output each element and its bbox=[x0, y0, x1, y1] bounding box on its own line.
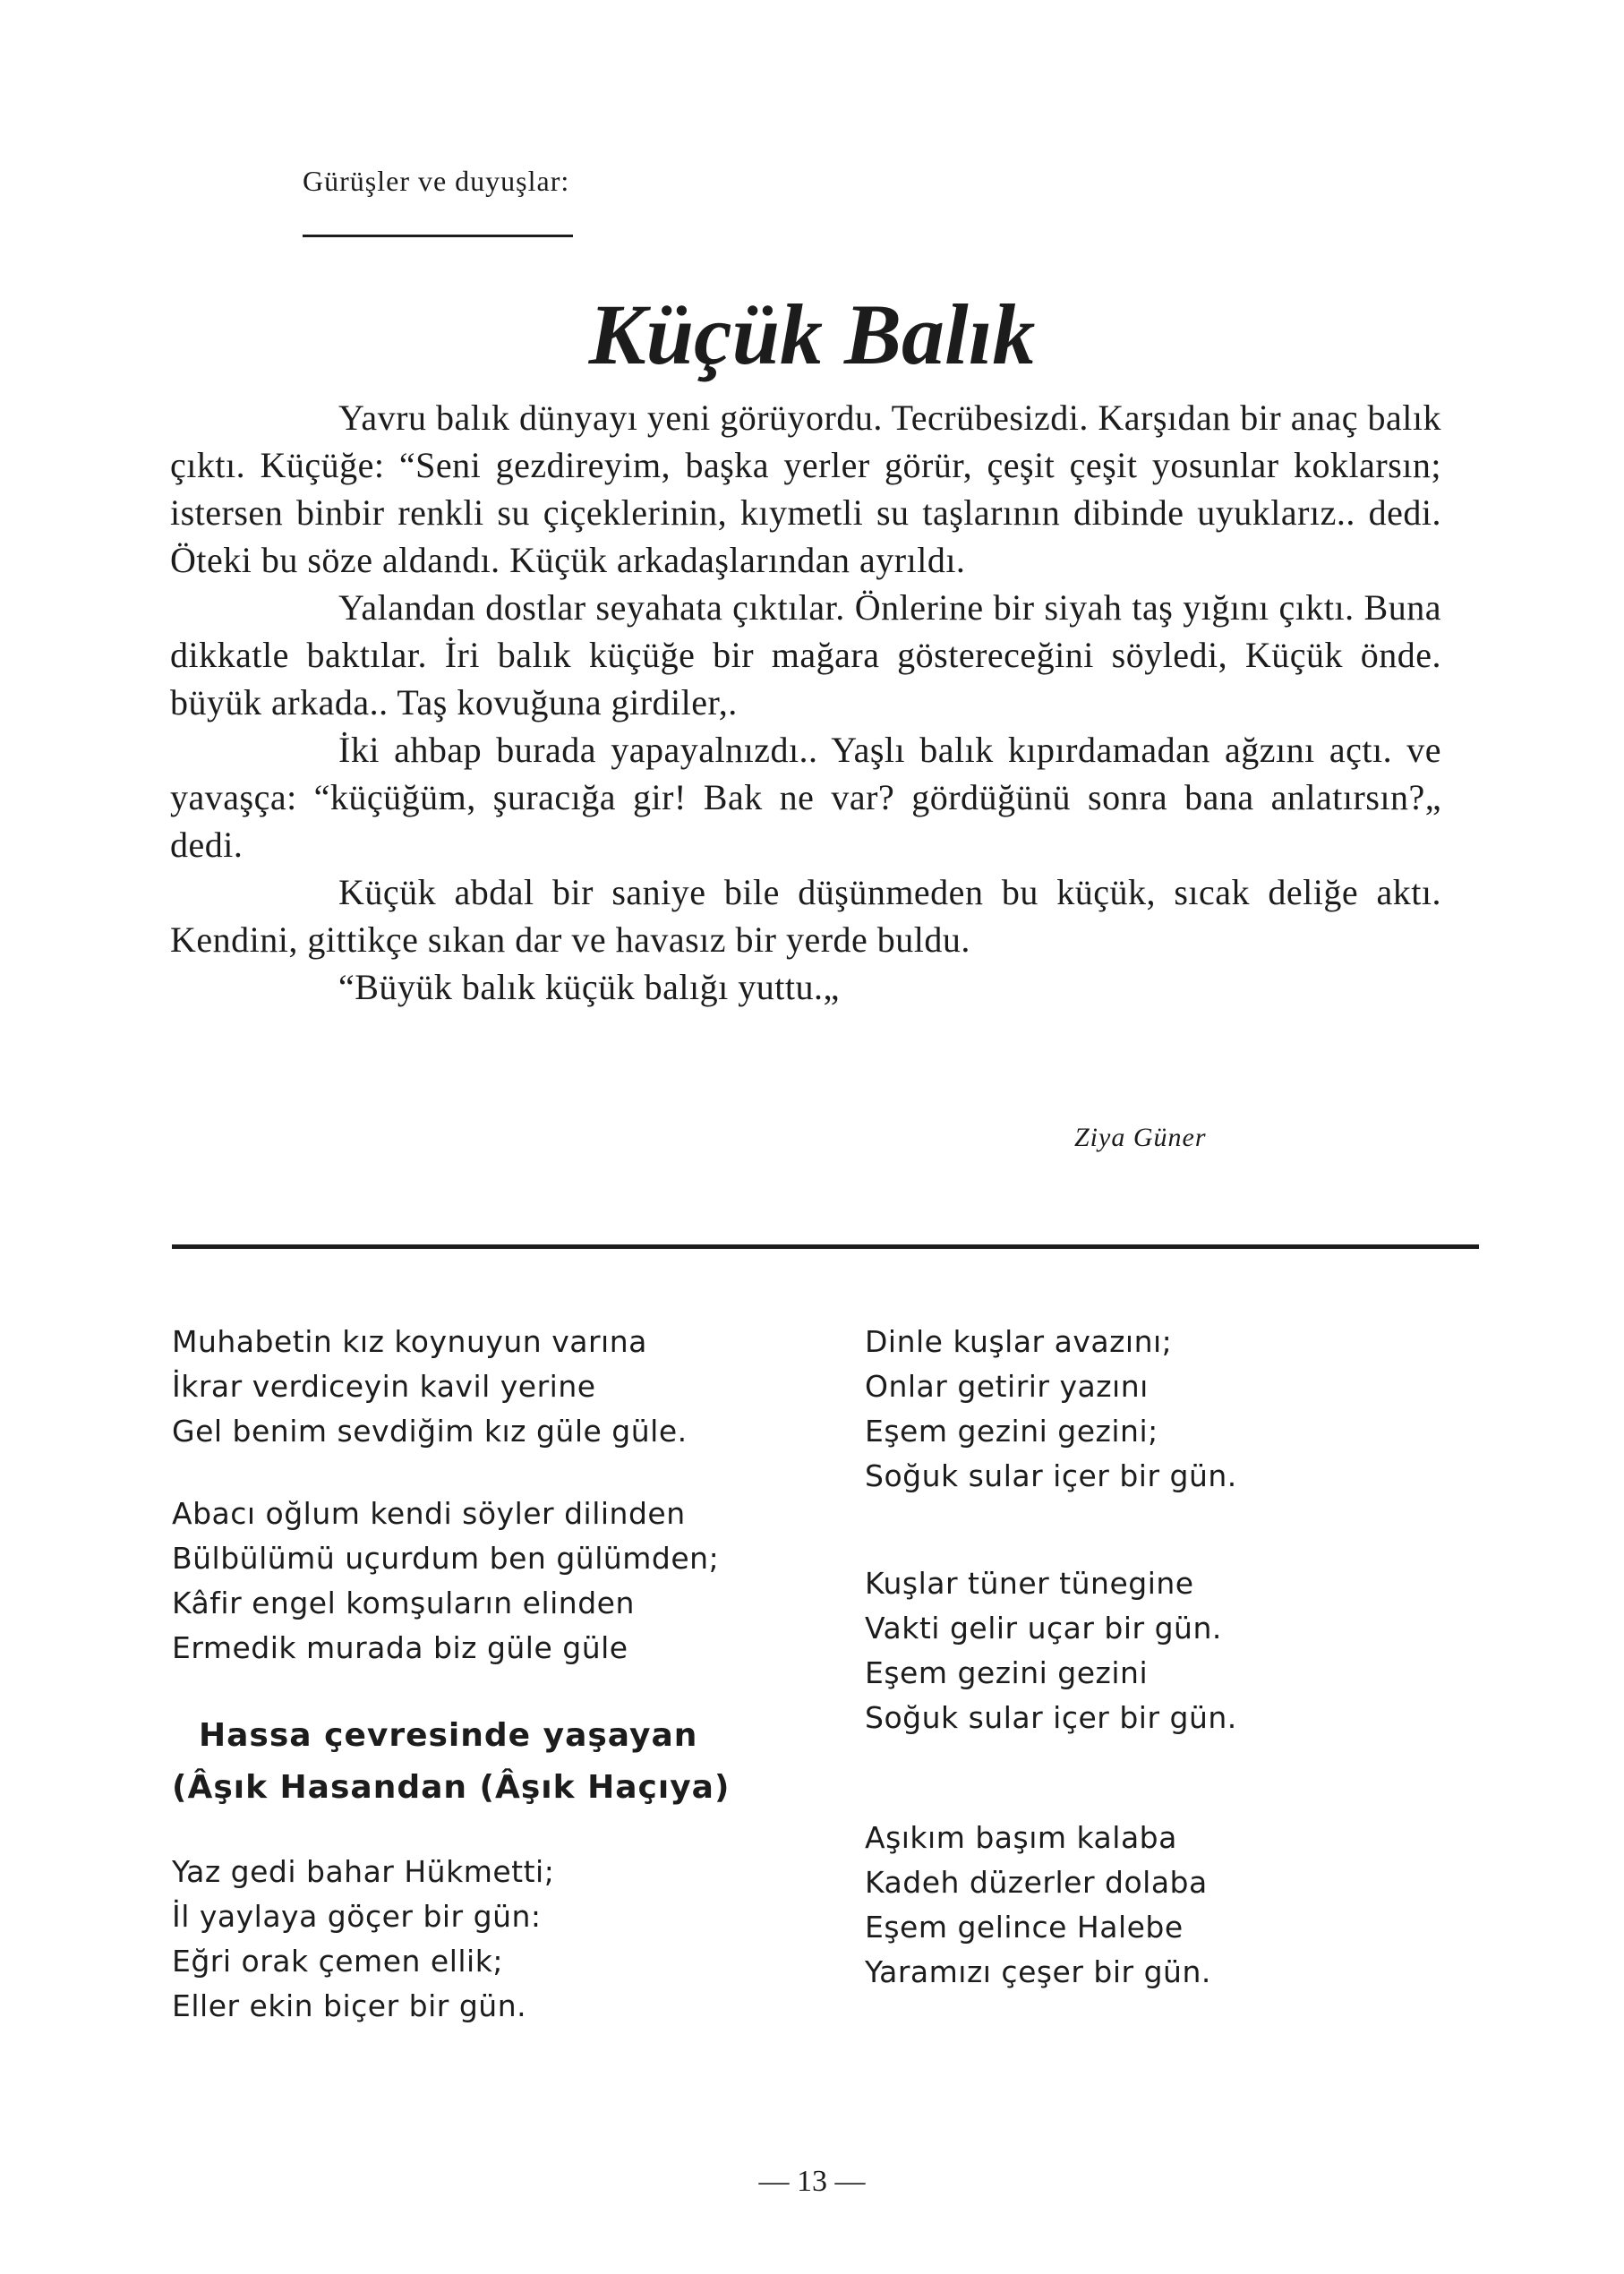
poem-line: Yaz gedi bahar Hükmetti; bbox=[172, 1854, 555, 1889]
section-underline bbox=[303, 235, 573, 237]
stanza bbox=[172, 1492, 852, 1671]
stanza bbox=[865, 1816, 1474, 1995]
stanza bbox=[172, 1320, 852, 1454]
poem-line: Soğuk sular içer bir gün. bbox=[865, 1700, 1237, 1735]
poem-line: Eller ekin biçer bir gün. bbox=[172, 1988, 527, 2023]
section-divider bbox=[172, 1244, 1479, 1249]
article-author: Ziya Güner bbox=[1074, 1123, 1207, 1152]
paragraph-3: İki ahbap burada yapayalnızdı.. Yaşlı balık kıpırdamadan ağzını açtı. ve yavaşça: “küçüğüm, şuracığa gir! Bak ne var? gördüğünü sonra bana anlatırsın?„ dedi. bbox=[170, 730, 1441, 865]
poem-column-left bbox=[172, 1320, 852, 2029]
note-heading bbox=[172, 1710, 852, 1814]
poem-line: Soğuk sular içer bir gün. bbox=[865, 1458, 1237, 1493]
stanza bbox=[865, 1320, 1474, 1499]
poem-line: Ermedik murada biz güle güle bbox=[172, 1630, 628, 1665]
stanza bbox=[172, 1850, 852, 2029]
poem-line: Kâfir engel komşuların elinden bbox=[172, 1586, 635, 1620]
paragraph-4: Küçük abdal bir saniye bile düşünmeden bu küçük, sıcak deliğe aktı. Kendini, gittikçe sıkan dar ve havasız bir yerde buldu. bbox=[170, 872, 1441, 960]
poem-line: Bülbülümü uçurdum ben gülümden; bbox=[172, 1541, 720, 1576]
poem-line: Onlar getirir yazını bbox=[865, 1369, 1149, 1404]
poem-line: Gel benim sevdiğim kız güle güle. bbox=[172, 1414, 688, 1449]
poem-line: Dinle kuşlar avazını; bbox=[865, 1324, 1173, 1359]
poem-line: Eğri orak çemen ellik; bbox=[172, 1944, 503, 1979]
note-heading-line: (Âşık Hasandan (Âşık Haçıya) bbox=[172, 1769, 731, 1806]
poem-line: Kuşlar tüner tünegine bbox=[865, 1566, 1194, 1601]
page-number: — 13 — bbox=[758, 2165, 866, 2198]
poem-line: Eşem gezini gezini; bbox=[865, 1414, 1158, 1449]
article-title: Küçük Balık bbox=[588, 286, 1036, 382]
poem-line: Vakti gelir uçar bir gün. bbox=[865, 1611, 1222, 1646]
article-body bbox=[170, 394, 1441, 1011]
paragraph-1: Yavru balık dünyayı yeni görüyordu. Tecrübesizdi. Karşıdan bir anaç balık çıktı. Küçüğe: “Seni gezdireyim, başka yerler görür, çeşit çeşit yosunlar koklarsın; istersen binbir renkli su çiçeklerinin, kıymetli su taşlarının dibinde uyuklarız.. dedi. Öteki bu söze aldandı. Küçük arkadaşlarından ayrıldı. bbox=[170, 398, 1441, 580]
poem-line: Abacı oğlum kendi söyler dilinden bbox=[172, 1496, 686, 1531]
poem-line: Muhabetin kız koynuyun varına bbox=[172, 1324, 647, 1359]
poem-line: Aşıkım başım kalaba bbox=[865, 1820, 1177, 1855]
poem-column-right bbox=[865, 1320, 1474, 1995]
stanza bbox=[865, 1561, 1474, 1740]
section-label: Gürüşler ve duyuşlar: bbox=[303, 165, 570, 197]
note-heading-line: Hassa çevresinde yaşayan bbox=[199, 1717, 698, 1754]
poem-line: Eşem gezini gezini bbox=[865, 1655, 1149, 1690]
poem-line: İkrar verdiceyin kavil yerine bbox=[172, 1369, 596, 1404]
poem-line: İl yaylaya göçer bir gün: bbox=[172, 1899, 542, 1934]
poem-line: Yaramızı çeşer bir gün. bbox=[865, 1954, 1211, 1989]
paragraph-5: “Büyük balık küçük balığı yuttu.„ bbox=[338, 967, 840, 1007]
poem-line: Kadeh düzerler dolaba bbox=[865, 1865, 1208, 1900]
poem-line: Eşem gelince Halebe bbox=[865, 1910, 1184, 1945]
paragraph-2: Yalandan dostlar seyahata çıktılar. Önlerine bir siyah taş yığını çıktı. Buna dikkatle baktılar. İri balık küçüğe bir mağara göstereceğini söyledi, Küçük önde. büyük arkada.. Taş kovuğuna girdiler,. bbox=[170, 587, 1441, 722]
